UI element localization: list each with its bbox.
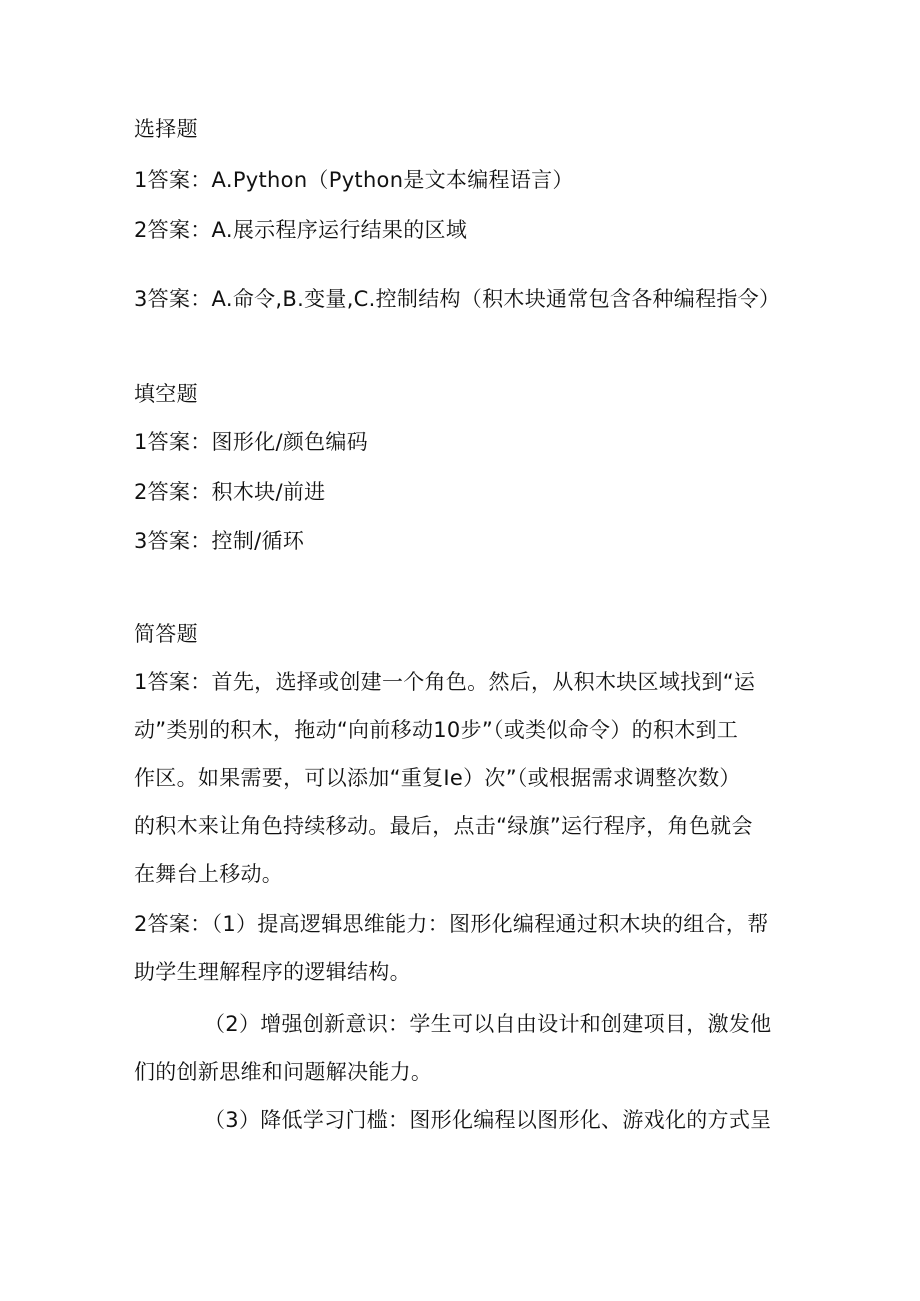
fill-answer-2: 2答案：积木块/前进 [134,480,326,504]
short-answer-1-line-1: 1答案：首先，选择或创建一个角色。然后，从积木块区域找到“运 [134,670,756,694]
short-answer-2-line-2: 助学生理解程序的逻辑结构。 [134,960,411,984]
choice-answer-1: 1答案：A.Python（Python是文本编程语言） [134,168,574,192]
short-answer-2-line-5: （3）降低学习门槛：图形化编程以图形化、游戏化的方式呈 [204,1108,772,1132]
short-answer-1-line-3: 作区。如果需要，可以添加“重复Ie）次”（或根据需求调整次数） [134,766,741,790]
short-answer-1-line-2: 动”类别的积木，拖动“向前移动10步”（或类似命令）的积木到工 [134,718,739,742]
section-title-choice: 选择题 [134,117,198,141]
choice-answer-2: 2答案：A.展示程序运行结果的区域 [134,218,468,242]
short-answer-2-line-3: （2）增强创新意识：学生可以自由设计和创建项目，激发他 [204,1012,772,1036]
short-answer-1-line-4: 的积木来让角色持续移动。最后，点击“绿旗”运行程序，角色就会 [134,814,753,838]
choice-answer-3: 3答案：A.命令,B.变量,C.控制结构（积木块通常包含各种编程指令） [134,287,781,311]
fill-answer-3: 3答案：控制/循环 [134,529,305,553]
short-answer-2-line-1: 2答案：（1）提高逻辑思维能力：图形化编程通过积木块的组合，帮 [134,912,769,936]
section-title-short: 简答题 [134,622,198,646]
short-answer-2-line-4: 们的创新思维和问题解决能力。 [134,1060,433,1084]
section-title-fill: 填空题 [134,382,198,406]
fill-answer-1: 1答案：图形化/颜色编码 [134,430,369,454]
short-answer-1-line-5: 在舞台上移动。 [134,862,284,886]
